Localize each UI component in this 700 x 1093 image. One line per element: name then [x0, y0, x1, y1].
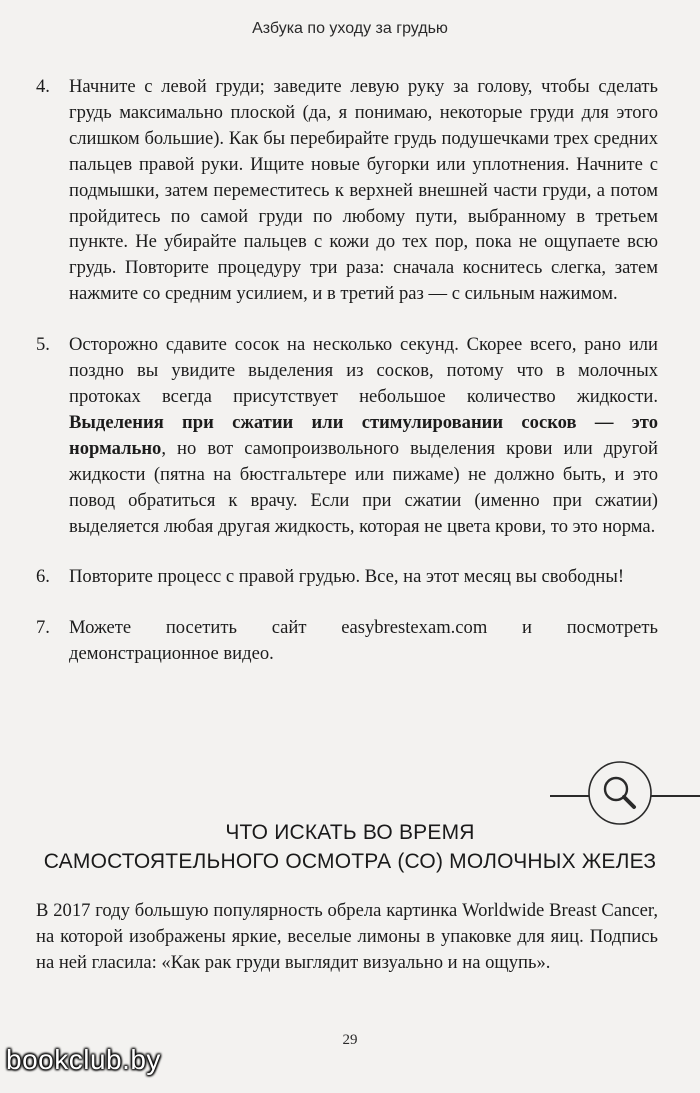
text-segment: , но вот самопроизвольного выделения крови или другой жидкости (пятна на бюстгальтере или пижаме) не должно быть, и это повод обратиться к врачу. Если при сжатии (именно при сжатии) выделяется любая другая жидкость, которая не цвета крови, то это норма. [69, 437, 658, 537]
list-item-text [69, 615, 658, 667]
section-heading-line-1: ЧТО ИСКАТЬ ВО ВРЕМЯ [225, 821, 475, 844]
list-item [36, 615, 658, 667]
bold-text: Выделения при сжатии или стимулировании сосков — это нормально [69, 411, 658, 459]
text-segment: Начните с левой груди; заведите левую руку за голову, чтобы сделать грудь максимально плоской (да, я понимаю, некоторые груди для этого слишком большие). Как бы перебирайте грудь подушечками трех средних пальцев правой руки. Ищите новые бугорки или уплотнения. Начните с подмышки, затем переместитесь к верхней внешней части груди, а потом пройдитесь по самой груди по любому пути, выбранному в третьем пункте. Не убирайте пальцев с кожи до тех пор, пока не ощупаете всю грудь. Повторите процедуру три раза: сначала коснитесь слегка, затем нажмите со средним усилием, и в третий раз — с сильным нажимом. [69, 76, 658, 305]
list-item-number: 7. [36, 617, 50, 639]
magnifier-icon [587, 760, 653, 826]
list-item-text [69, 74, 658, 307]
section-heading [0, 818, 700, 876]
list-item-number: 5. [36, 334, 50, 356]
body-paragraph: В 2017 году большую популярность обрела картинка Worldwide Breast Cancer, на которой изображены яркие, веселые лимоны в упаковке для яиц. Подпись на ней гласила: «Как рак груди выглядит визуально и на ощупь». [36, 900, 658, 973]
running-head: Азбука по уходу за грудью [252, 20, 448, 37]
watermark-logo: bookclub.by [6, 1044, 161, 1075]
text-segment: Повторите процесс с правой грудью. Все, на этот месяц вы свободны! [69, 566, 625, 588]
list-item-text [69, 564, 658, 590]
list-item-text [69, 332, 658, 539]
list-item [36, 564, 658, 590]
list-item-number: 6. [36, 566, 50, 588]
list-item [36, 74, 658, 307]
steps-list [36, 74, 658, 692]
text-segment: Можете посетить сайт easybrestexam.com и посмотреть демонстрационное видео. [69, 617, 658, 665]
page-number: 29 [342, 1032, 358, 1048]
list-item-number: 4. [36, 76, 50, 97]
text-segment: Осторожно сдавите сосок на несколько секунд. Скорее всего, рано или поздно вы увидите выделения из сосков, потому что в молочных протоках всегда присутствует небольшое количество жидкости. [69, 334, 658, 407]
section-heading-line-2: САМОСТОЯТЕЛЬНОГО ОСМОТРА (СО) МОЛОЧНЫХ ЖЕЛЕЗ [43, 850, 657, 873]
list-item [36, 332, 658, 539]
